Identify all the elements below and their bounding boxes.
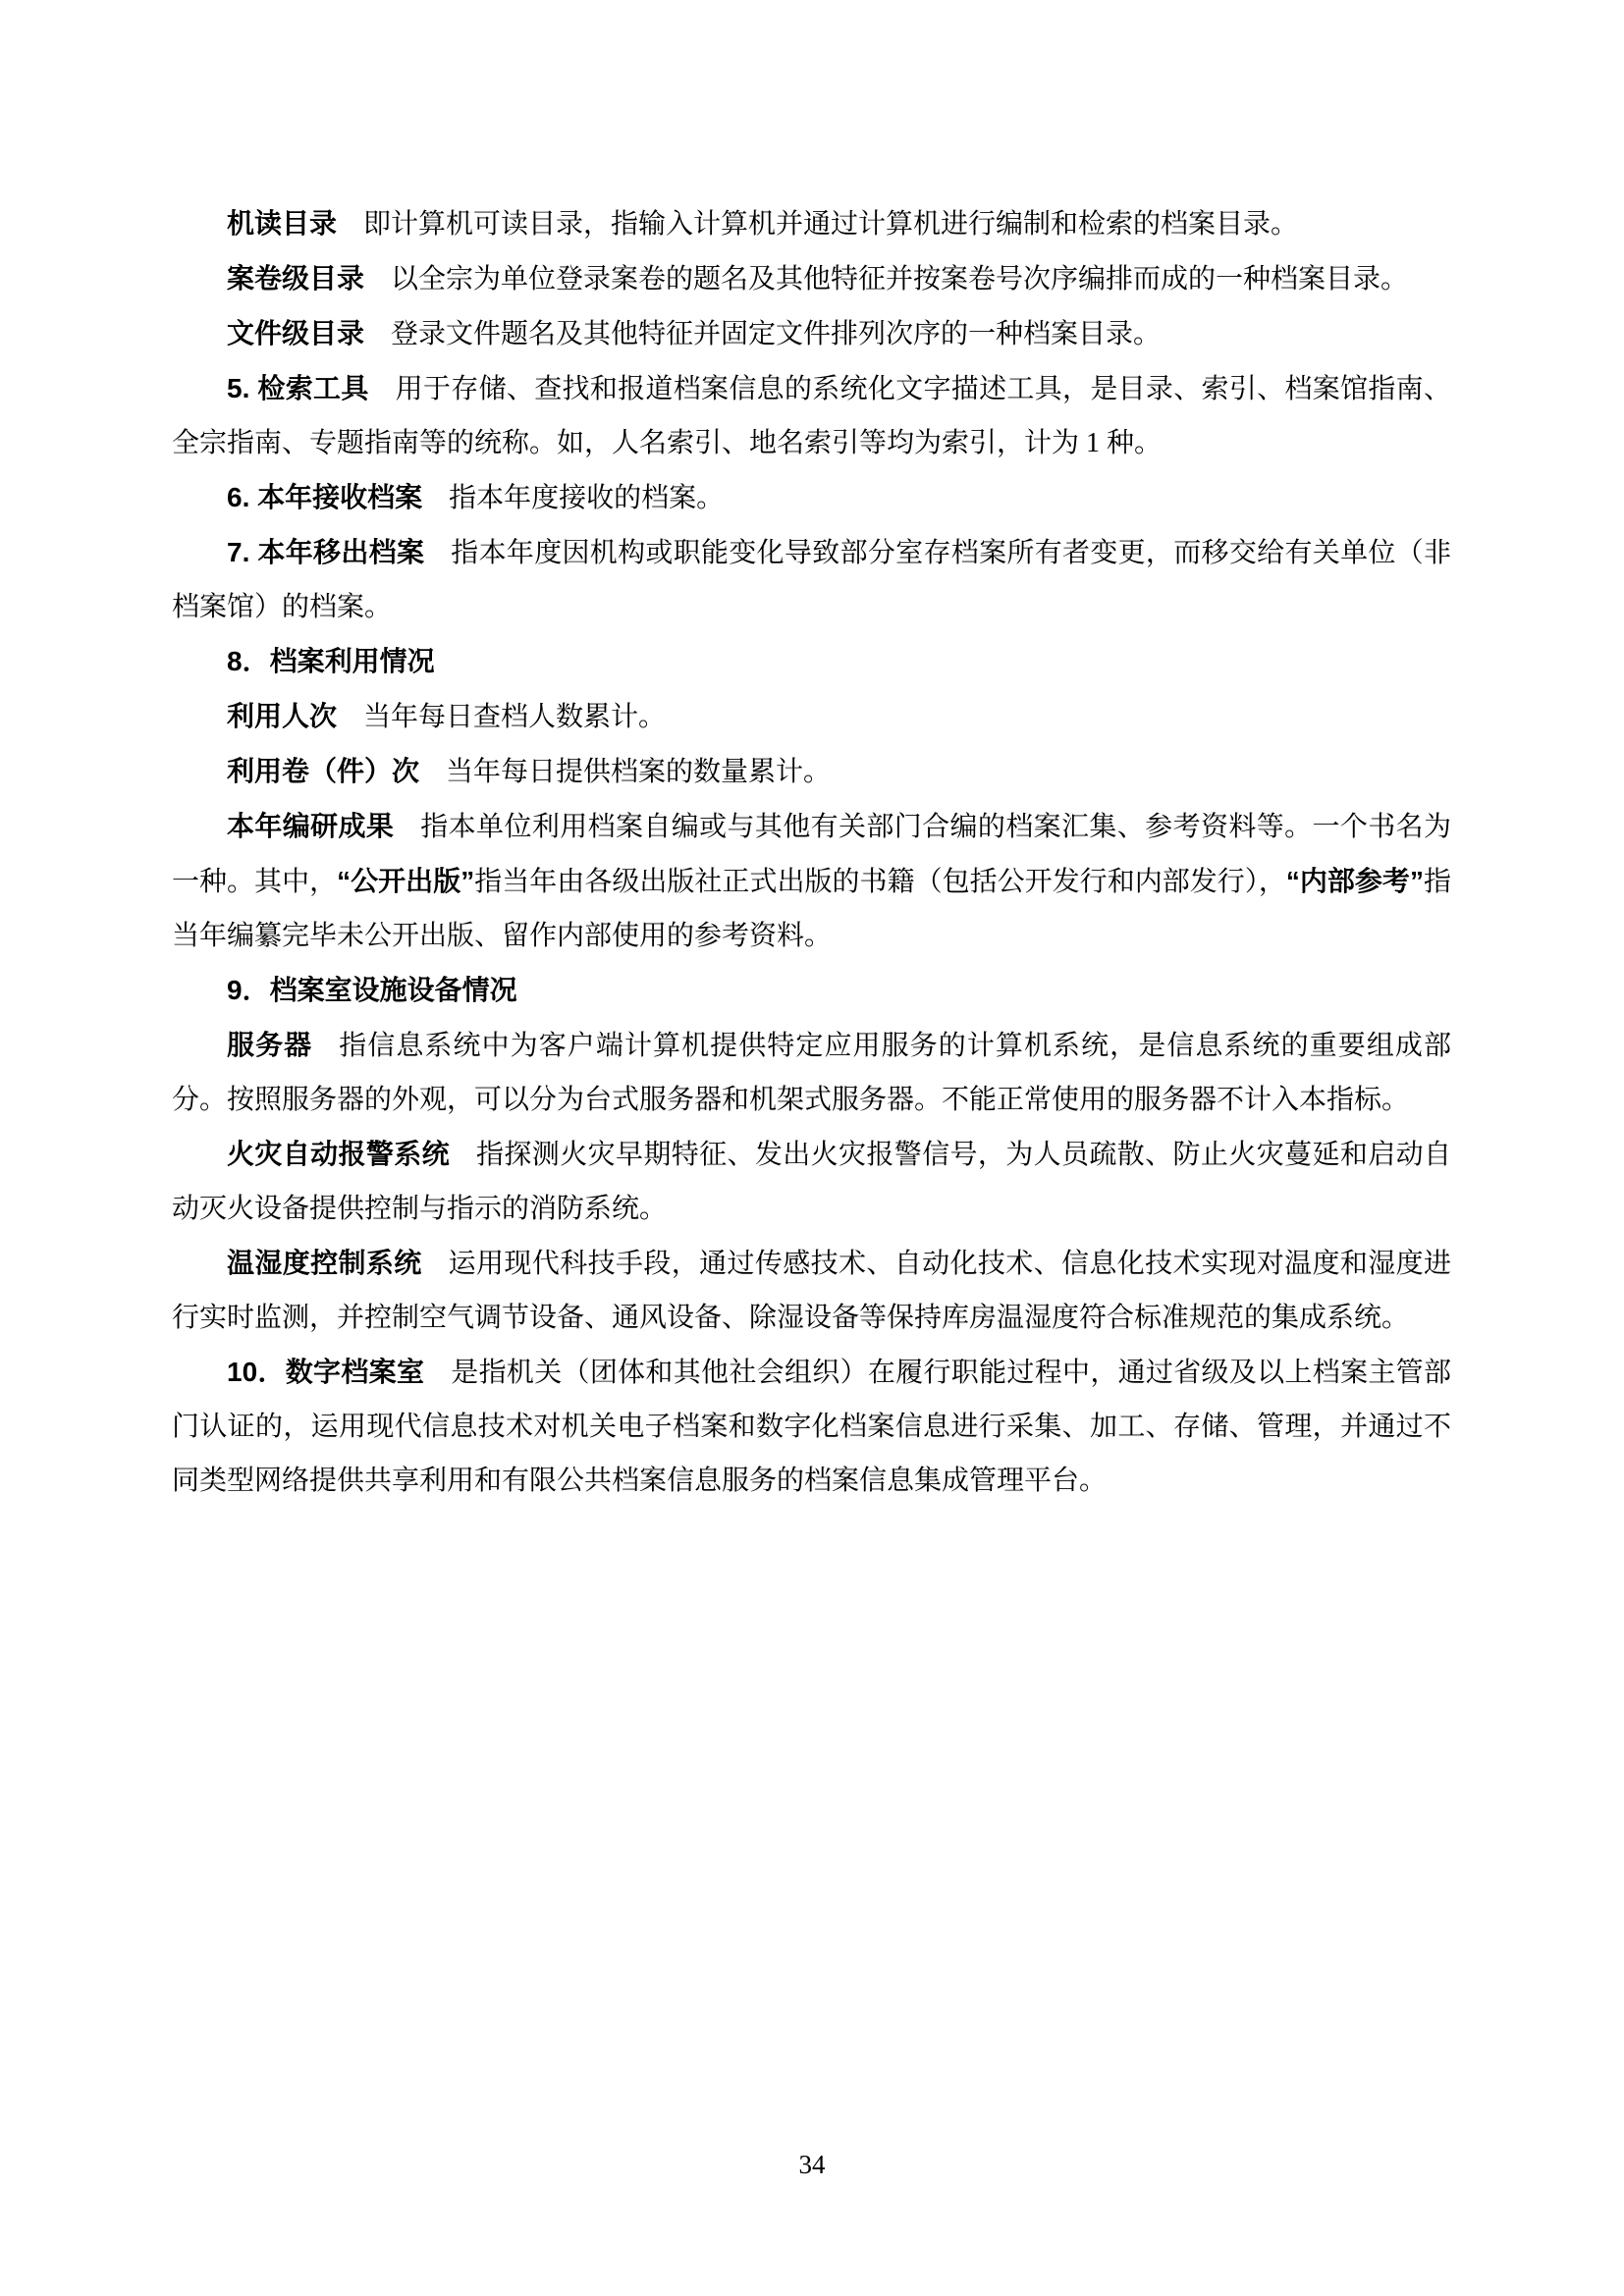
definition-term: 服务器 — [227, 1030, 313, 1060]
definition-text: 用于存储、查找和报道档案信息的系统化文字描述工具，是目录、索引、档案馆指南、全宗指南、专题指南等的统称。如，人名索引、地名索引等均为索引，计为 1 种。 — [172, 374, 1451, 458]
definition-text: 当年每日提供档案的数量累计。 — [446, 757, 832, 787]
definition-paragraph-document-level-catalog — [172, 306, 1451, 361]
definition-term: 10．数字档案室 — [227, 1357, 425, 1387]
definition-paragraph-user-visits — [172, 689, 1451, 744]
definition-text: 指本年度因机构或职能变化导致部分室存档案所有者变更，而移交给有关单位（非档案馆）的档案。 — [172, 538, 1451, 622]
definition-paragraph-research-results — [172, 799, 1451, 963]
document-body — [172, 196, 1451, 1508]
definition-text: 指信息系统中为客户端计算机提供特定应用服务的计算机系统，是信息系统的重要组成部分。按照服务器的外观，可以分为台式服务器和机架式服务器。不能正常使用的服务器不计入本指标。 — [172, 1031, 1451, 1115]
definition-text: 指当年编纂完毕未公开出版、留作内部使用的参考资料。 — [172, 867, 1451, 951]
definition-text: 以全宗为单位登录案卷的题名及其他特征并按案卷号次序编排而成的一种档案目录。 — [391, 264, 1409, 294]
definition-term: 7. 本年移出档案 — [227, 537, 425, 567]
definition-paragraph-digital-archive-room — [172, 1345, 1451, 1508]
definition-paragraph-server — [172, 1018, 1451, 1127]
definition-term: 案卷级目录 — [227, 263, 365, 294]
definition-term: 温湿度控制系统 — [227, 1248, 422, 1278]
definition-text: 运用现代科技手段，通过传感技术、自动化技术、信息化技术实现对温度和湿度进行实时监测，并控制空气调节设备、通风设备、除湿设备等保持库房温湿度符合标准规范的集成系统。 — [172, 1249, 1451, 1333]
definition-paragraph-archives-received — [172, 470, 1451, 525]
definition-text: 是指机关（团体和其他社会组织）在履行职能过程中，通过省级及以上档案主管部门认证的，运用现代信息技术对机关电子档案和数字化档案信息进行采集、加工、存储、管理，并通过不同类型网络提供共享利用和有限公共档案信息服务的档案信息集成管理平台。 — [172, 1358, 1451, 1496]
section-heading-archive-utilization — [172, 634, 1451, 689]
definition-text: 指探测火灾早期特征、发出火灾报警信号，为人员疏散、防止火灾蔓延和启动自动灭火设备提供控制与指示的消防系统。 — [172, 1140, 1451, 1224]
definition-paragraph-fire-alarm-system — [172, 1127, 1451, 1236]
section-heading-text: 9．档案室设施设备情况 — [227, 975, 517, 1005]
definition-text: 指本年度接收的档案。 — [449, 483, 725, 513]
definition-paragraph-retrieval-tools — [172, 361, 1451, 470]
definition-term: 5. 检索工具 — [227, 373, 369, 403]
definition-term: 文件级目录 — [227, 318, 365, 348]
definition-text: 当年每日查档人数累计。 — [363, 702, 667, 732]
section-heading-text: 8．档案利用情况 — [227, 646, 435, 676]
definition-term: 机读目录 — [227, 208, 338, 239]
definition-text: 指当年由各级出版社正式出版的书籍（包括公开发行和内部发行）， — [474, 867, 1286, 897]
definition-term: 本年编研成果 — [227, 811, 395, 841]
emphasized-term-open-publication: “公开出版” — [337, 866, 475, 896]
page-number: 34 — [798, 2150, 826, 2179]
definition-paragraph-machine-readable-catalog — [172, 196, 1451, 251]
definition-term: 6. 本年接收档案 — [227, 482, 423, 512]
definition-paragraph-file-level-catalog — [172, 251, 1451, 306]
definition-paragraph-temperature-humidity-control — [172, 1236, 1451, 1345]
definition-term: 火灾自动报警系统 — [227, 1139, 451, 1169]
definition-text: 指本单位利用档案自编或与其他有关部门合编的档案汇集、参考资料等。一个书名为一种。其中， — [172, 812, 1451, 897]
definition-text: 即计算机可读目录，指输入计算机并通过计算机进行编制和检索的档案目录。 — [363, 209, 1299, 240]
emphasized-term-internal-reference: “内部参考” — [1285, 866, 1424, 896]
section-heading-facilities-equipment — [172, 963, 1451, 1018]
definition-paragraph-archives-transferred-out — [172, 525, 1451, 634]
definition-paragraph-volumes-used — [172, 744, 1451, 799]
definition-term: 利用卷（件）次 — [227, 756, 420, 786]
definition-term: 利用人次 — [227, 701, 338, 731]
definition-text: 登录文件题名及其他特征并固定文件排列次序的一种档案目录。 — [391, 319, 1162, 349]
